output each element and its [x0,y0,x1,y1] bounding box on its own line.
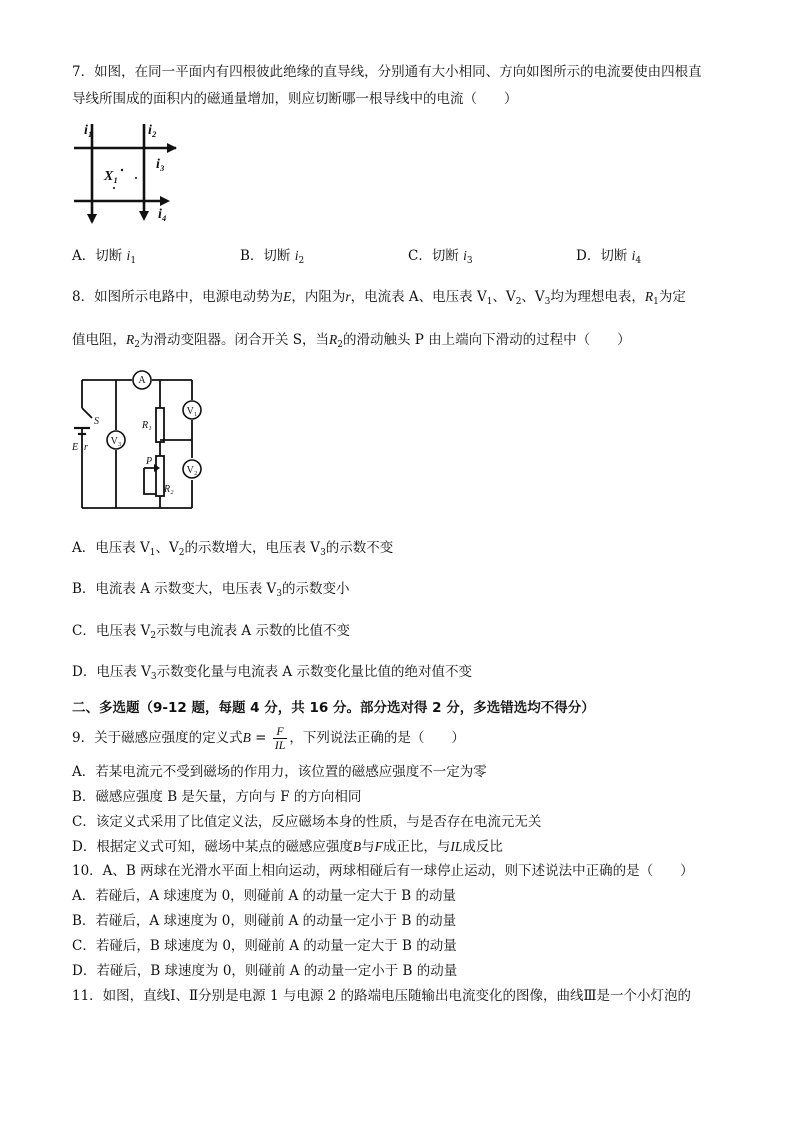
q10-option-d[interactable]: D．若碰后，B 球速度为 0，则碰前 A 的动量一定小于 B 的动量 [72,963,458,979]
q8-option-a[interactable]: A．电压表 $V_1$、$V_2$的示数增大，电压表 $V_3$的示数不变 [72,540,394,558]
q7-option-c[interactable]: C．切断 $i_3$ [408,248,473,266]
q7-fig-label-i3: i₃ [156,157,165,172]
q8-fig-label-r2: R₂ [164,484,174,495]
q9-option-a[interactable]: A．若某电流元不受到磁场的作用力，该位置的磁感应强度不一定为零 [72,764,487,780]
q8-circuit-figure [72,368,204,516]
q7-option-d[interactable]: D．切断 $i_4$ [576,248,642,266]
q8-option-c[interactable]: C．电压表 $V_2$示数与电流表 A 示数的比值不变 [72,623,350,641]
q8-fig-label-r1: R₁ [142,420,152,431]
q9-fraction: $\frac{F}{IL}$ [274,724,286,752]
q8-fig-label-v2: V₂ [186,465,198,476]
q7-stem-line2: 导线所围成的面积内的磁通量增加，则应切断哪一根导线中的电流（ ） [72,91,518,107]
section-2-heading: 二、多选题（9-12 题，每题 4 分，共 16 分。部分选对得 2 分，多选错选均不得分） [72,700,595,716]
q7-fig-label-i4: i₄ [158,207,167,222]
q7-option-a[interactable]: A．切断 $i_1$ [72,248,137,266]
q10-stem: 10．A、B 两球在光滑水平面上相向运动，两球相碰后有一球停止运动，则下述说法中正确的是（ ） [72,863,694,879]
q8-option-d[interactable]: D．电压表 $V_3$示数变化量与电流表 A 示数变化量比值的绝对值不变 [72,664,472,682]
q8-option-b[interactable]: B．电流表 A 示数变大，电压表 $V_3$的示数变小 [72,581,350,599]
q8-fig-label-v3: V₃ [110,436,122,447]
q7-option-b[interactable]: B．切断 $i_2$ [240,248,305,266]
q10-option-c[interactable]: C．若碰后，B 球速度为 0，则碰前 A 的动量一定大于 B 的动量 [72,938,457,954]
q10-option-b[interactable]: B．若碰后，A 球速度为 0，则碰前 A 的动量一定小于 B 的动量 [72,913,457,929]
q7-wire-figure [70,118,180,226]
q7-fig-label-i1: i₁ [84,123,93,138]
q8-fig-label-a: A [138,375,146,386]
q8-fig-label-s: S [94,416,99,427]
q8-fig-label-v1: V₁ [186,406,198,417]
q9-option-d[interactable]: D．根据定义式可知，磁场中某点的磁感应强度B与F成正比，与IL成反比 [72,839,503,855]
q7-fig-label-x1: X₁ [104,169,119,184]
q11-stem: 11．如图，直线Ⅰ、Ⅱ分别是电源 1 与电源 2 的路端电压随输出电流变化的图像，曲线Ⅲ是一个小灯泡的 [72,988,692,1004]
q7-fig-label-i2: i₂ [148,123,157,138]
q8-stem-line2: 值电阻，$R_2$为滑动变阻器。闭合开关 S，当$R_2$的滑动触头 P 由上端向下滑动的过程中（ ） [72,332,631,350]
q8-fig-label-e: E [72,442,79,453]
q9-option-c[interactable]: C．该定义式采用了比值定义法，反应磁场本身的性质，与是否存在电流元无关 [72,814,542,830]
q9-option-b[interactable]: B．磁感应强度 B 是矢量，方向与 F 的方向相同 [72,789,362,805]
q8-stem-line1: 8．如图所示电路中，电源电动势为E，内阻为r，电流表 A、电压表 $V_1$、$V_2$、$V_3$均为理想电表，$R_1$为定 [72,289,686,307]
q9-stem: 9．关于磁感应强度的定义式B = $\frac{F}{IL}$ ，下列说法正确的是（ ） [72,724,465,752]
q10-option-a[interactable]: A．若碰后，A 球速度为 0，则碰前 A 的动量一定大于 B 的动量 [72,888,457,904]
q7-stem-line1: 7．如图，在同一平面内有四根彼此绝缘的直导线，分别通有大小相同、方向如图所示的电流要使由四根直 [72,64,702,80]
q8-fig-label-r: r [84,442,88,453]
q8-fig-label-p: P [146,456,153,467]
